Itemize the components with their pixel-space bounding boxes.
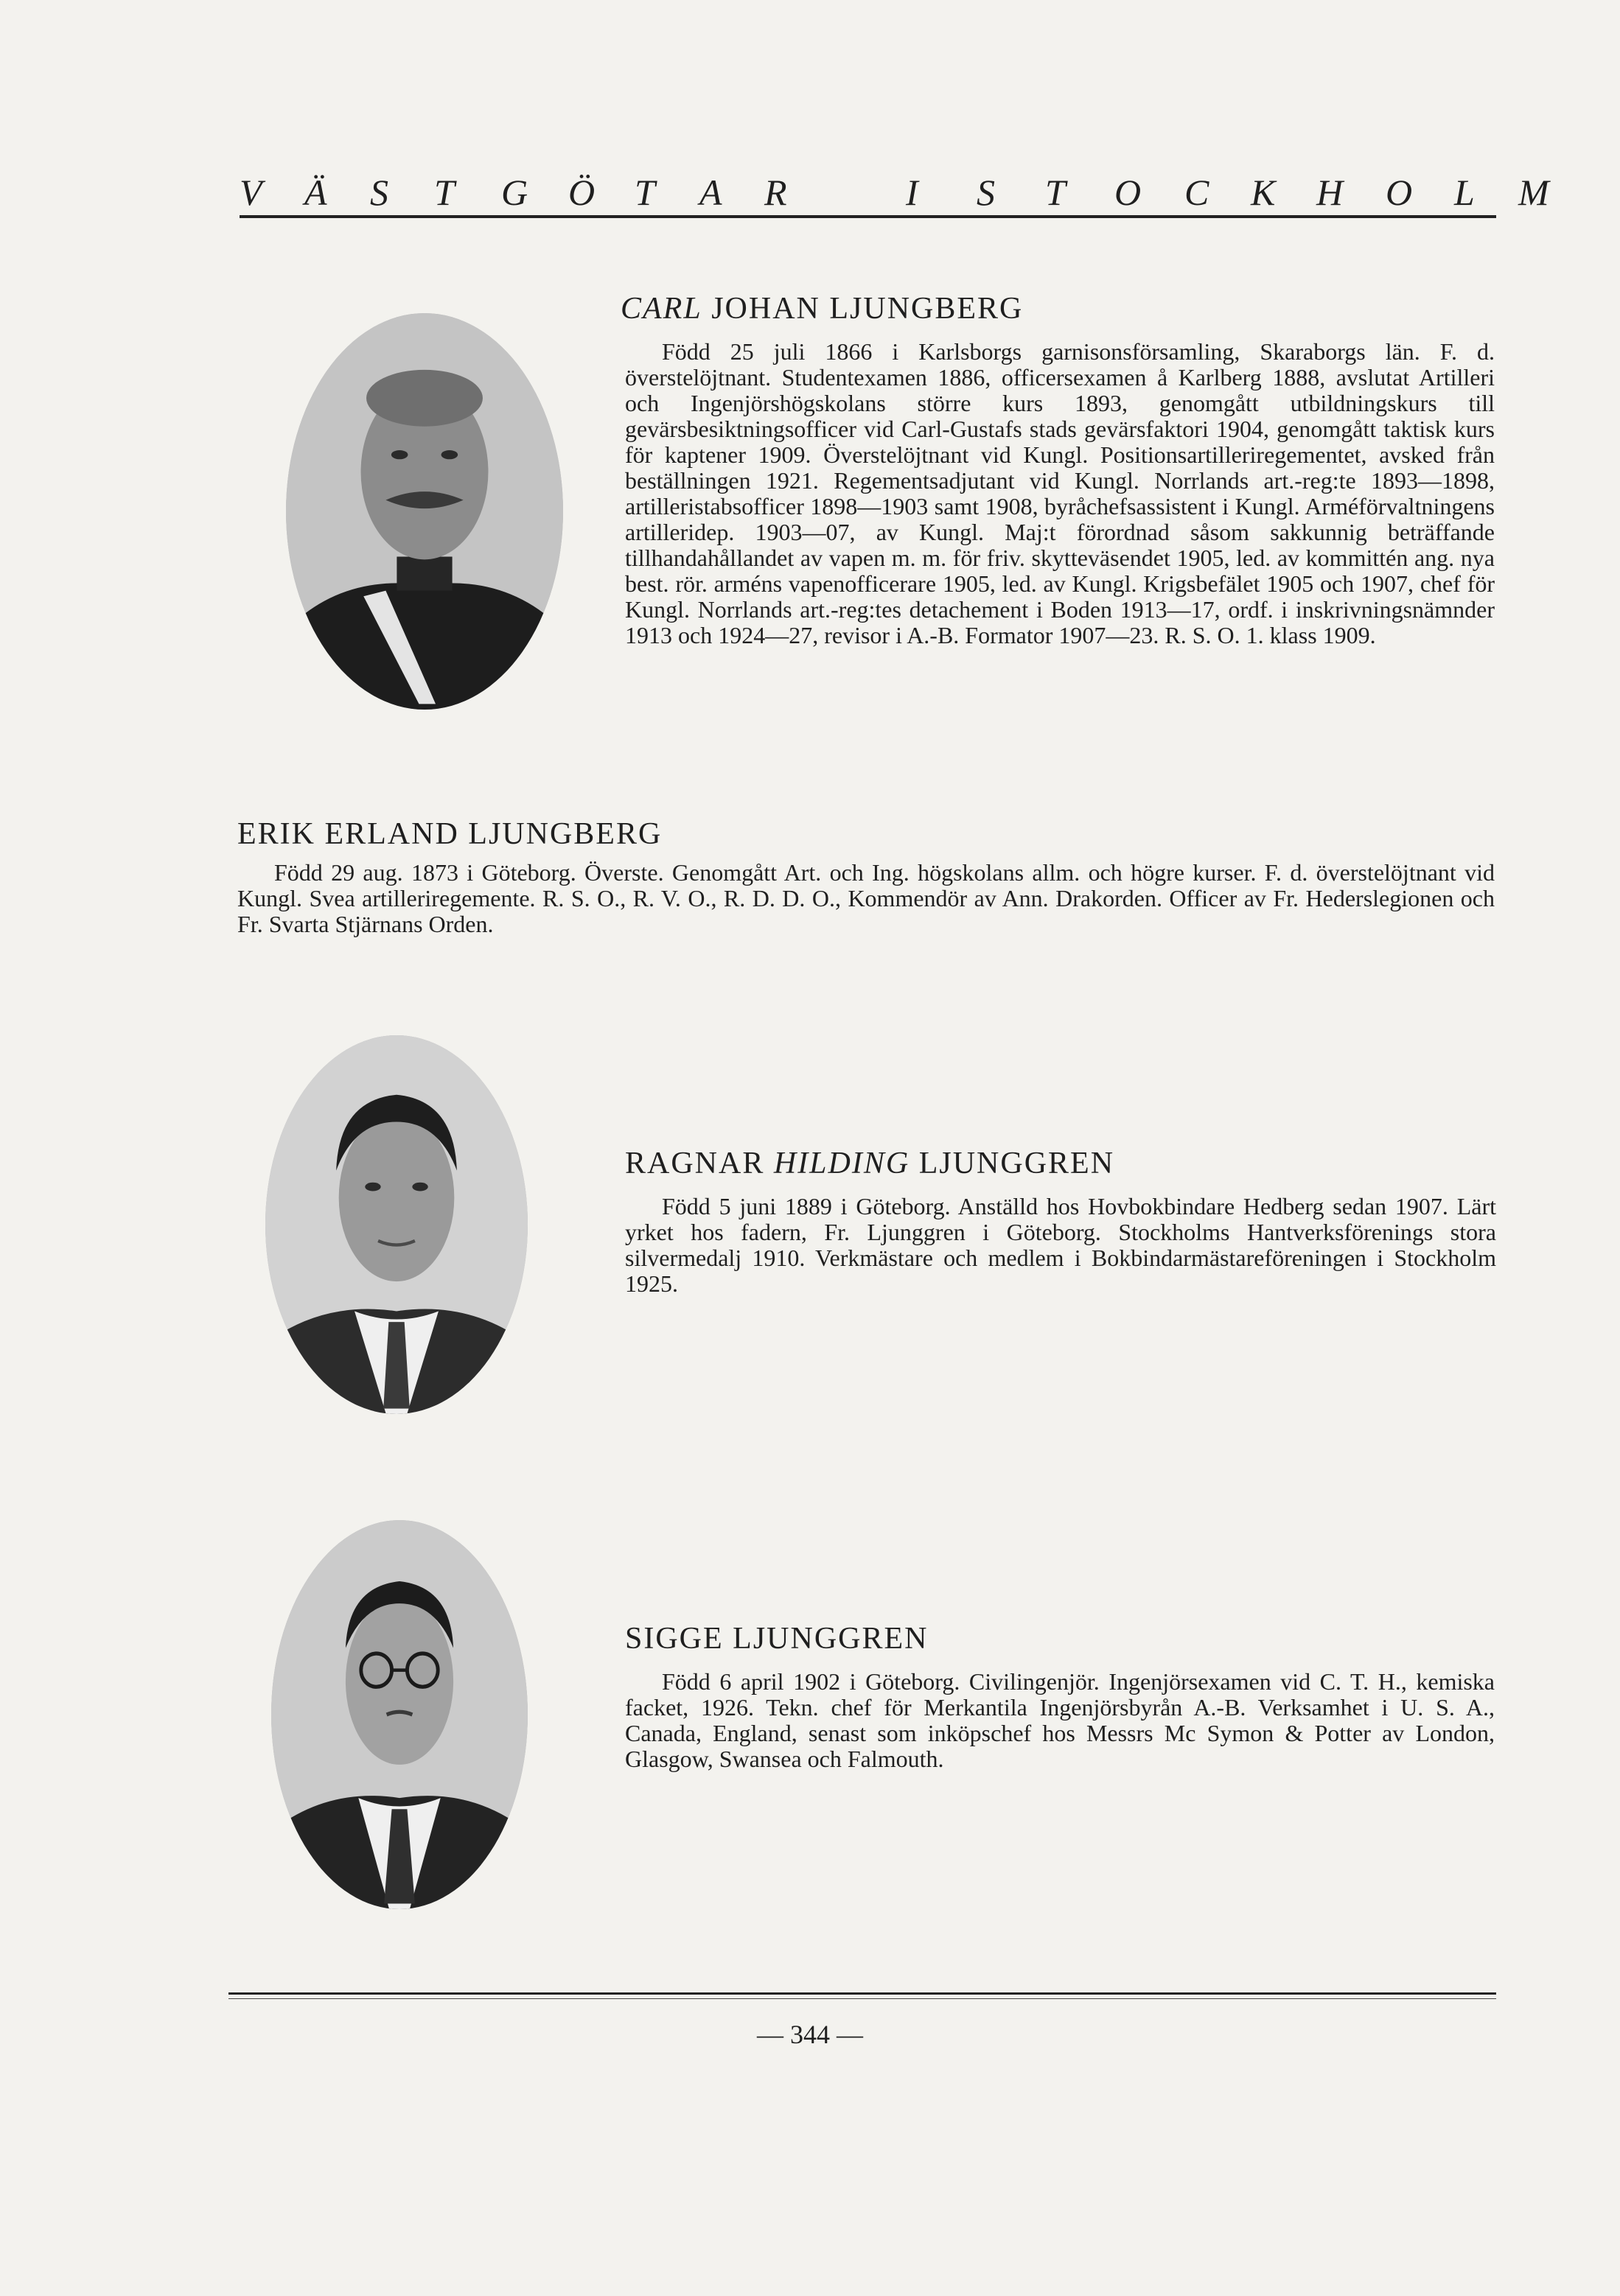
entry-name-italic: CARL	[621, 292, 702, 326]
running-head-letter: Ä	[304, 172, 327, 213]
running-head-letter: R	[764, 172, 787, 213]
running-head-letter: I	[906, 172, 918, 213]
running-head-letter: T	[434, 172, 455, 213]
footer-rule-thin	[228, 1998, 1496, 1999]
running-head-letter: K	[1251, 172, 1276, 213]
running-head-letter: C	[1184, 172, 1209, 213]
page-number: — 344 —	[757, 2020, 863, 2049]
running-head-letter: M	[1518, 172, 1549, 213]
running-head-letter: T	[1045, 172, 1066, 213]
entry-name-rest: JOHAN LJUNGBERG	[711, 292, 1024, 326]
footer-rule	[228, 1992, 1496, 1995]
entry-text: Född 25 juli 1866 i Karlsborgs garnisonsförsamling, Skaraborgs län. F. d. överstelöjtnant. Studentexamen 1886, officersexamen å Karlberg 1888, avslutat Artilleri och Ingenjörshögskolans större kurs 1893, genomgått utbildningskurs till gevärsbesiktningsofficer vid Carl-Gustafs stads gevärsfaktori 1904, genomgått taktisk kurs för kaptener 1909. Överstelöjtnant vid Kungl. Positionsartilleriregementet, avsked från beställningen 1921. Regementsadjutant vid Kungl. Norrlands art.-reg:te 1893—1898, artilleristabsofficer 1898—1903 samt 1908, byråchefsassistent i Kungl. Arméförvaltningens artilleridep. 1903—07, av Kungl. Maj:t förordnad såsom sakkunnig beträffande tillhandahållandet av vapen m. m. för friv. skytteväsendet 1905, led. av kommittén ang. nya best. rör. arméns vapenofficerare 1905, led. av Kungl. Krigsbefälet 1905 och 1907, chef för Kungl. Norrlands art.-reg:tes detachement i Boden 1913—17, ordf. i inskrivningsnämnder 1913 och 1924—27, revisor i A.-B. Formator 1907—23. R. S. O. 1. klass 1909.	[625, 338, 1495, 648]
entry-text: Född 29 aug. 1873 i Göteborg. Överste. Genomgått Art. och Ing. högskolans allm. och högre kurser. F. d. överstelöjtnant vid Kungl. Svea artilleriregemente. R. S. O., R. V. O., R. D. D. O., Kommendör av Ann. Drakorden. Officer av Fr. Hederslegionen och Fr. Svarta Stjärnans Orden.	[237, 859, 1495, 937]
running-head-letter: L	[1454, 172, 1475, 213]
running-head-letter: V	[240, 172, 262, 213]
entry-name-first: RAGNAR	[625, 1147, 765, 1180]
running-head-letter: G	[501, 172, 528, 213]
running-head-letter: S	[977, 172, 995, 213]
header-rule	[240, 215, 1496, 218]
portrait-ragnar-hilding-ljunggren	[265, 1035, 528, 1414]
portrait-carl-johan-ljungberg	[286, 313, 563, 710]
running-head-letter: Ö	[568, 172, 596, 213]
running-head-letter: H	[1316, 172, 1344, 213]
entry-name-italic: HILDING	[773, 1147, 910, 1180]
portrait-sigge-ljunggren	[271, 1520, 528, 1909]
entry-name	[625, 1146, 1114, 1181]
running-head-letter: T	[635, 172, 655, 213]
entry-text: Född 6 april 1902 i Göteborg. Civilingenjör. Ingenjörsexamen vid C. T. H., kemiska facket, 1926. Tekn. chef för Merkantila Ingenjörsbyrån A.-B. Verksamhet i U. S. A., Canada, England, senast som inköpschef hos Messrs Mc Symon & Potter av London, Glasgow, Swansea och Falmouth.	[625, 1668, 1495, 1772]
running-head-letter: A	[699, 172, 722, 213]
entry-name: SIGGE LJUNGGREN	[625, 1622, 929, 1656]
entry-name: ERIK ERLAND LJUNGBERG	[237, 817, 663, 851]
running-head-letter: S	[370, 172, 388, 213]
running-head-letter: O	[1386, 172, 1413, 213]
entry-text: Född 5 juni 1889 i Göteborg. Anställd hos Hovbokbindare Hedberg sedan 1907. Lärt yrket hos fadern, Fr. Ljunggren i Göteborg. Stockholms Hantverksförenings stora silvermedalj 1910. Verkmästare och medlem i Bokbindarmästareföreningen i Stockholm 1925.	[625, 1193, 1496, 1297]
running-head-letter: O	[1114, 172, 1142, 213]
entry-name-last: LJUNGGREN	[918, 1147, 1115, 1180]
entry-name	[621, 291, 1023, 326]
